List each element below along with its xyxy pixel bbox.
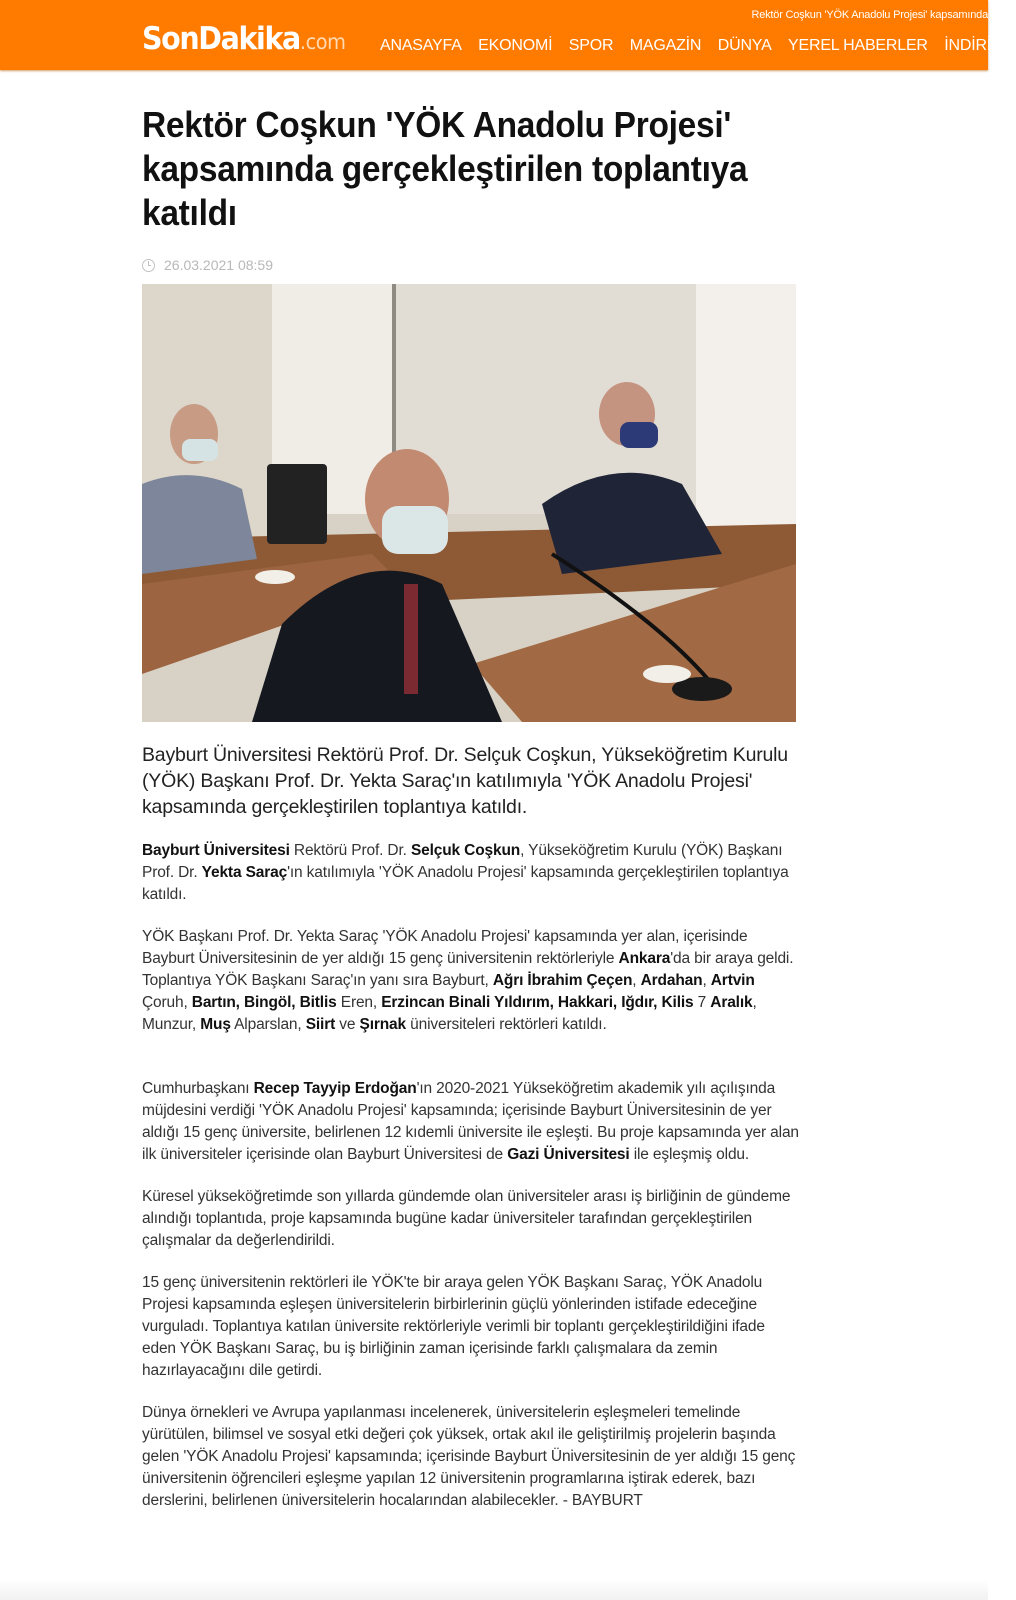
bold-text: Bayburt Üniversitesi <box>142 842 290 859</box>
article-lead: Bayburt Üniversitesi Rektörü Prof. Dr. Selçuk Coşkun, Yükseköğretim Kurulu (YÖK) Başkanı Prof. Dr. Yekta Saraç'ın katılımıyla 'YÖK Anadolu Projesi' kapsamında gerçekleştirilen toplantıya katıldı. <box>142 744 788 818</box>
article-body <box>142 840 802 1532</box>
text: Rektörü Prof. Dr. <box>289 842 411 859</box>
article-photo <box>142 284 796 722</box>
clock-icon <box>142 259 155 272</box>
text: , Yükseköğretim Kurulu (YÖK) Başkanı Prof. Dr. <box>142 842 783 881</box>
nav-item-yerel-haberler[interactable]: YEREL HABERLER <box>788 37 928 54</box>
main-nav <box>380 37 1016 55</box>
text: YÖK Başkanı Prof. Dr. Yekta Saraç 'YÖK Anadolu Projesi' kapsamında yer alan, içerisinde Bayburt Üniversitesinin de yer aldığı 15 genç üniversitenin rektörleriyle <box>142 928 748 967</box>
bold-text: Recep Tayyip Erdoğan <box>253 1080 417 1097</box>
article-date <box>142 256 273 274</box>
logo-main: SonDakika <box>142 21 300 57</box>
text: 7 <box>693 994 711 1011</box>
bottom-fade <box>0 1580 988 1600</box>
text: 'ın katılımıyla 'YÖK Anadolu Projesi' kapsamında gerçekleştirilen toplantıya katıldı. <box>142 864 789 903</box>
nav-item-magazin[interactable]: MAGAZİN <box>629 37 702 54</box>
bold-text: Muş <box>200 1016 231 1033</box>
site-header <box>0 0 1005 70</box>
paragraph-6: Dünya örnekleri ve Avrupa yapılanması incelenerek, üniversitelerin eşleşmeleri temelinde yürütülen, bilimsel ve sosyal etki değeri çok yüksek, ortak akıl ile geliştirilmiş projelerin başında gelen 'YÖK Anadolu Projesi' kapsamında; içerisinde Bayburt Üniversitesinin de yer aldığı 15 genç üniversitenin öğrencileri eşleşme yapılan 12 üniversitenin programlarına iştirak ederek, bazı derslerini, belirlenen üniversitelerin hocalarından alabilecekler. - BAYBURT <box>142 1404 796 1509</box>
article-title: Rektör Coşkun 'YÖK Anadolu Projesi' kapsamında gerçekleştirilen toplantıya katıldı <box>142 104 748 233</box>
paragraph-4: Küresel yükseköğretimde son yıllarda gündemde olan üniversiteler arası iş birliğinin de gündeme alındığı toplantıda, proje kapsamında bugüne kadar üniversiteler tarafından gerçekleştirilen çalışmalar da değerlendirildi. <box>142 1188 791 1249</box>
text: ve <box>335 1016 360 1033</box>
nav-item-dunya[interactable]: DÜNYA <box>717 37 772 54</box>
nav-item-spor[interactable]: SPOR <box>568 37 614 54</box>
text: Çoruh, <box>142 994 192 1011</box>
nav-item-anasayfa[interactable]: ANASAYFA <box>380 37 462 54</box>
photo-illustration <box>142 284 796 722</box>
photo-plate <box>255 570 295 584</box>
paragraph-3 <box>142 1078 802 1166</box>
text: Alparslan, <box>230 1016 306 1033</box>
text: üniversiteleri rektörleri katıldı. <box>406 1016 607 1033</box>
bold-text: Siirt <box>305 1016 336 1033</box>
text: 'ın 2020-2021 Yükseköğretim akademik yılı açılışında müjdesini verdiği 'YÖK Anadolu Projesi' kapsamında; içerisinde Bayburt Üniversitesinin de yer aldığı 15 genç üniversite, belirlenen 12 kıdemli üniversite ile eşleşti. Bu proje kapsamında yer alan ilk üniversiteler içerisinde olan Bayburt Üniversitesi de <box>142 1080 799 1163</box>
photo-tie <box>404 584 418 694</box>
bold-text: Gazi Üniversitesi <box>507 1146 630 1163</box>
paragraph-2 <box>142 926 802 1036</box>
bold-text: Ağrı İbrahim Çeçen <box>492 972 633 989</box>
paragraph-5: 15 genç üniversitenin rektörleri ile YÖK'te bir araya gelen YÖK Başkanı Saraç, YÖK Anadolu Projesi kapsamında eşleşen üniversitelerin birbirlerinin güçlü yönlerinden istifade edeceğine vurguladı. Toplantıya katılan üniversite rektörleriyle verimli bir toplantı gerçekleştirildiğini ifade eden YÖK Başkanı Saraç, bu iş birliğinin zaman içerisinde farklı çalışmalara da zemin hazırlayacağını dile getirdi. <box>142 1274 765 1379</box>
bold-text: Erzincan Binali Yıldırım, Hakkari, Iğdır, Kilis <box>381 994 694 1011</box>
bold-text: Ankara <box>618 950 671 967</box>
bold-text: Aralık <box>710 994 753 1011</box>
paragraph-1 <box>142 840 802 906</box>
text: ile eşleşmiş oldu. <box>629 1146 750 1163</box>
photo-person-left-body <box>142 475 257 574</box>
photo-bag <box>267 464 327 544</box>
text: Eren, <box>336 994 382 1011</box>
text: Cumhurbaşkanı <box>142 1080 254 1097</box>
photo-mask <box>182 439 218 461</box>
nav-item-ekonomi[interactable]: EKONOMİ <box>478 37 553 54</box>
text: 'da bir araya geldi. Toplantıya YÖK Başkanı Saraç'ın yanı sıra Bayburt, <box>142 950 794 989</box>
nav-item-indirim[interactable]: İNDİRİM <box>944 37 1005 54</box>
bold-text: Şırnak <box>359 1016 406 1033</box>
bold-text: Selçuk Coşkun <box>410 842 521 859</box>
text: , <box>702 972 711 989</box>
headline-ticker[interactable]: Rektör Coşkun 'YÖK Anadolu Projesi' kapsamında <box>751 9 988 21</box>
photo-mask-blue <box>620 422 658 448</box>
site-logo[interactable] <box>142 20 345 61</box>
photo-mask <box>382 506 448 554</box>
bold-text: Ardahan <box>640 972 703 989</box>
bold-text: Bartın, Bingöl, Bitlis <box>191 994 337 1011</box>
photo-plate <box>643 665 691 683</box>
bold-text: Artvin <box>710 972 755 989</box>
text: , <box>632 972 641 989</box>
bold-text: Yekta Saraç <box>201 864 288 881</box>
photo-window <box>696 284 796 544</box>
date-text: 26.03.2021 08:59 <box>164 257 273 273</box>
text: , Munzur, <box>142 994 757 1033</box>
logo-suffix: .com <box>299 30 346 54</box>
